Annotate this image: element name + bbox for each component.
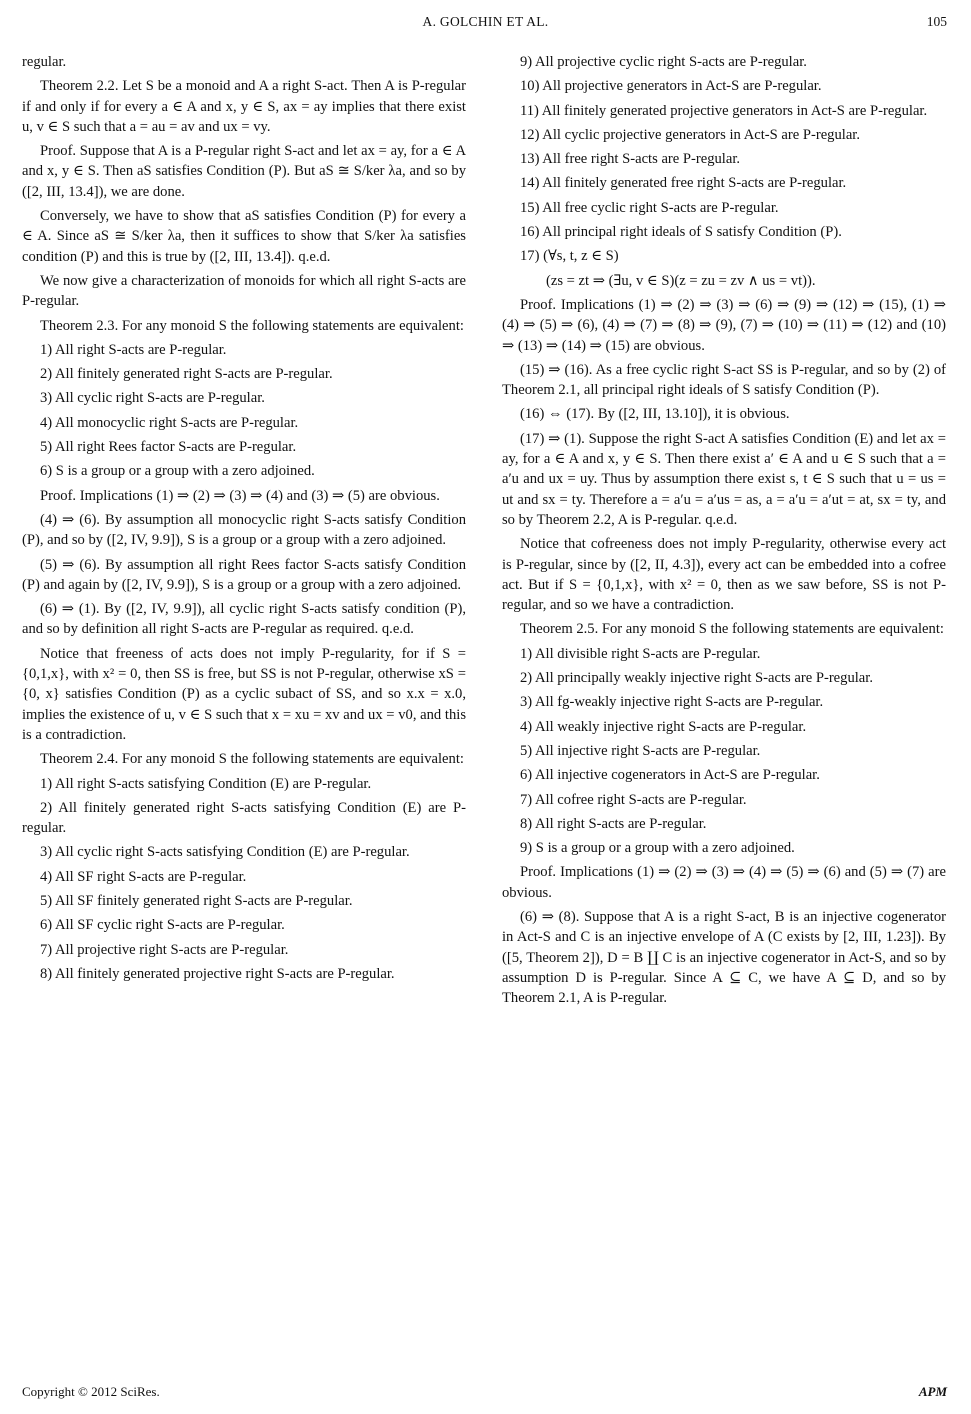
left-paragraph: Conversely, we have to show that aS satisfies Condition (P) for every a ∈ A. Since aS ≅ S/ker λa, then it suffices to show that S/ker λa satisfies condition (P) and this is true by ([2, III, 13.4]). q.e.d. — [22, 208, 466, 265]
right-paragraph: Notice that cofreeness does not imply P-regularity, otherwise every act is P-regular, since by ([2, II, 4.3]), every act can be embedded into a cofree act. But if S = {0,1,x}, with x² = 0, then as we saw before, SS is not P-regular, and so we have a contradiction. — [502, 536, 946, 614]
right-paragraph: (16) ⇔ (17). By ([2, III, 13.10]), it is obvious. — [520, 406, 790, 423]
right-paragraph: Proof. Implications (1) ⇒ (2) ⇒ (3) ⇒ (4) ⇒ (5) ⇒ (6) and (5) ⇒ (7) are obvious. — [502, 864, 946, 901]
right-paragraph: 15) All free cyclic right S-acts are P-regular. — [520, 199, 779, 216]
left-paragraph: 3) All cyclic right S-acts satisfying Condition (E) are P-regular. — [40, 844, 410, 861]
left-paragraph: We now give a characterization of monoids for which all right S-acts are P-regular. — [22, 272, 466, 310]
left-paragraph: 6) All SF cyclic right S-acts are P-regular. — [40, 917, 285, 934]
right-paragraph: 14) All finitely generated free right S-acts are P-regular. — [520, 175, 847, 192]
right-paragraph: 1) All divisible right S-acts are P-regular. — [520, 645, 761, 662]
right-paragraph: 9) All projective cyclic right S-acts are P-regular. — [520, 54, 807, 70]
left-paragraph: (5) ⇒ (6). By assumption all right Rees factor S-acts satisfy Condition (P) and again by ([2, IV, 9.9]), S is a group or a group with a zero adjoined. — [22, 556, 466, 593]
right-paragraph: 9) S is a group or a group with a zero adjoined. — [520, 840, 795, 857]
left-paragraph: 2) All finitely generated right S-acts satisfying Condition (E) are P-regular. — [22, 799, 466, 837]
running-header — [0, 14, 971, 36]
right-paragraph: 4) All weakly injective right S-acts are P-regular. — [520, 718, 807, 735]
left-paragraph: regular. — [22, 54, 67, 70]
right-paragraph: 6) All injective cogenerators in Act-S are P-regular. — [520, 767, 820, 784]
right-paragraph: Proof. Implications (1) ⇒ (2) ⇒ (3) ⇒ (6) ⇒ (9) ⇒ (12) ⇒ (15), (1) ⇒ (4) ⇒ (5) ⇒ (6), (4) ⇒ (7) ⇒ (8) ⇒ (9), (7) ⇒ (10) ⇒ (11) ⇒ (12) and (10) ⇒ (13) ⇒ (14) ⇒ (15) are obvious. — [502, 296, 946, 354]
left-paragraph: 5) All SF finitely generated right S-acts are P-regular. — [40, 892, 353, 909]
right-paragraph: (17) ⇒ (1). Suppose the right S-act A satisfies Condition (E) and let ax = ay, for a ∈ A and x, y ∈ S. Then there exist a′ ∈ A and u ∈ S such that a = a′u and ux = uy. Thus by assumption there exist s, t ∈ S such that u = us = ut and sx = ty. Therefore a = a′u = a′us = as, a = a′u = a′ut = at, sx = ty, and so by Theorem 2.2, A is P-regular. q.e.d. — [502, 430, 946, 528]
right-paragraph: (15) ⇒ (16). As a free cyclic right S-act SS is P-regular, and so by (2) of Theorem 2.1, all principal right ideals of S satisfy Condition (P). — [502, 361, 946, 399]
right-paragraph: 7) All cofree right S-acts are P-regular. — [520, 791, 747, 808]
right-paragraph: 12) All cyclic projective generators in Act-S are P-regular. — [520, 126, 860, 143]
copyright-notice: Copyright © 2012 SciRes. — [22, 1384, 160, 1399]
right-paragraph: 10) All projective generators in Act-S are P-regular. — [520, 78, 822, 95]
left-paragraph: 1) All right S-acts satisfying Condition (E) are P-regular. — [40, 775, 372, 792]
left-paragraph: Theorem 2.4. For any monoid S the following statements are equivalent: — [40, 751, 464, 768]
right-paragraph: 13) All free right S-acts are P-regular. — [520, 151, 741, 168]
right-paragraph: 3) All fg-weakly injective right S-acts are P-regular. — [520, 694, 824, 711]
left-paragraph: 1) All right S-acts are P-regular. — [40, 341, 227, 358]
left-paragraph: Proof. Suppose that A is a P-regular right S-act and let ax = ay, for a ∈ A and x, y ∈ S. Then aS satisfies Condition (P). But aS ≅ S/ker λa, and so by ([2, III, 13.4]), we are done. — [22, 143, 466, 200]
right-paragraph: 2) All principally weakly injective right S-acts are P-regular. — [520, 670, 873, 687]
left-paragraph: Theorem 2.3. For any monoid S the following statements are equivalent: — [40, 317, 464, 334]
right-paragraph: 16) All principal right ideals of S satisfy Condition (P). — [520, 224, 842, 241]
right-paragraph: (zs = zt ⇒ (∃u, v ∈ S)(z = zu = zv ∧ us = vt)). — [546, 272, 816, 289]
right-paragraph: (6) ⇒ (8). Suppose that A is a right S-act, B is an injective cogenerator in Act-S and C is an injective envelope of A (C exists by [2, III, 1.23]). By ([5, Theorem 2]), D = B ∐ C is an injective cogenerator in Act-S, and so by assumption D is P-regular. Since A ⊆ C, we have A ⊆ D, and so by Theorem 2.1, A is P-regular. — [502, 908, 946, 1007]
left-paragraph: Proof. Implications (1) ⇒ (2) ⇒ (3) ⇒ (4) and (3) ⇒ (5) are obvious. — [40, 487, 440, 504]
right-column — [502, 52, 946, 1012]
right-paragraph: 5) All injective right S-acts are P-regular. — [520, 742, 761, 759]
left-paragraph: (6) ⇒ (1). By ([2, IV, 9.9]), all cyclic right S-acts satisfy condition (P), and so by definition all right S-acts are P-regular as required. q.e.d. — [22, 601, 466, 638]
left-paragraph: 4) All monocyclic right S-acts are P-regular. — [40, 414, 299, 431]
right-paragraph: 11) All finitely generated projective generators in Act-S are P-regular. — [520, 102, 928, 119]
left-column — [22, 52, 466, 988]
left-paragraph: 3) All cyclic right S-acts are P-regular. — [40, 390, 265, 407]
left-paragraph: Notice that freeness of acts does not imply P-regularity, for if S = {0,1,x}, with x² = 0, then SS is free, but SS is not P-regular, otherwise xS = {0, x} satisfies Condition (P) as a cyclic subact of SS, and so x.x = x.0, implies the existence of u, v ∈ S such that x = xu = xv and ux = v0, and this is a contradiction. — [22, 645, 466, 743]
running-head-authors: A. GOLCHIN ET AL. — [422, 14, 549, 29]
page-number: 105 — [926, 14, 947, 29]
left-paragraph: 6) S is a group or a group with a zero adjoined. — [40, 463, 315, 480]
left-paragraph: (4) ⇒ (6). By assumption all monocyclic right S-acts satisfy Condition (P), and so by ([2, IV, 9.9]), S is a group or a group with a zero adjoined. — [22, 511, 466, 549]
journal-abbrev: APM — [918, 1384, 947, 1399]
left-paragraph: 7) All projective right S-acts are P-regular. — [40, 941, 289, 958]
right-paragraph: Theorem 2.5. For any monoid S the following statements are equivalent: — [520, 621, 944, 638]
left-paragraph: 2) All finitely generated right S-acts are P-regular. — [40, 366, 333, 383]
left-paragraph: Theorem 2.2. Let S be a monoid and A a right S-act. Then A is P-regular if and only if for every a ∈ A and x, y ∈ S, ax = ay implies that there exist u, v ∈ S such that a = au = av and ux = vy. — [22, 78, 466, 135]
right-paragraph: 8) All right S-acts are P-regular. — [520, 815, 707, 832]
left-paragraph: 8) All finitely generated projective right S-acts are P-regular. — [40, 965, 395, 982]
right-paragraph: 17) (∀s, t, z ∈ S) — [520, 248, 619, 265]
left-paragraph: 5) All right Rees factor S-acts are P-regular. — [40, 439, 297, 456]
left-paragraph: 4) All SF right S-acts are P-regular. — [40, 868, 247, 885]
